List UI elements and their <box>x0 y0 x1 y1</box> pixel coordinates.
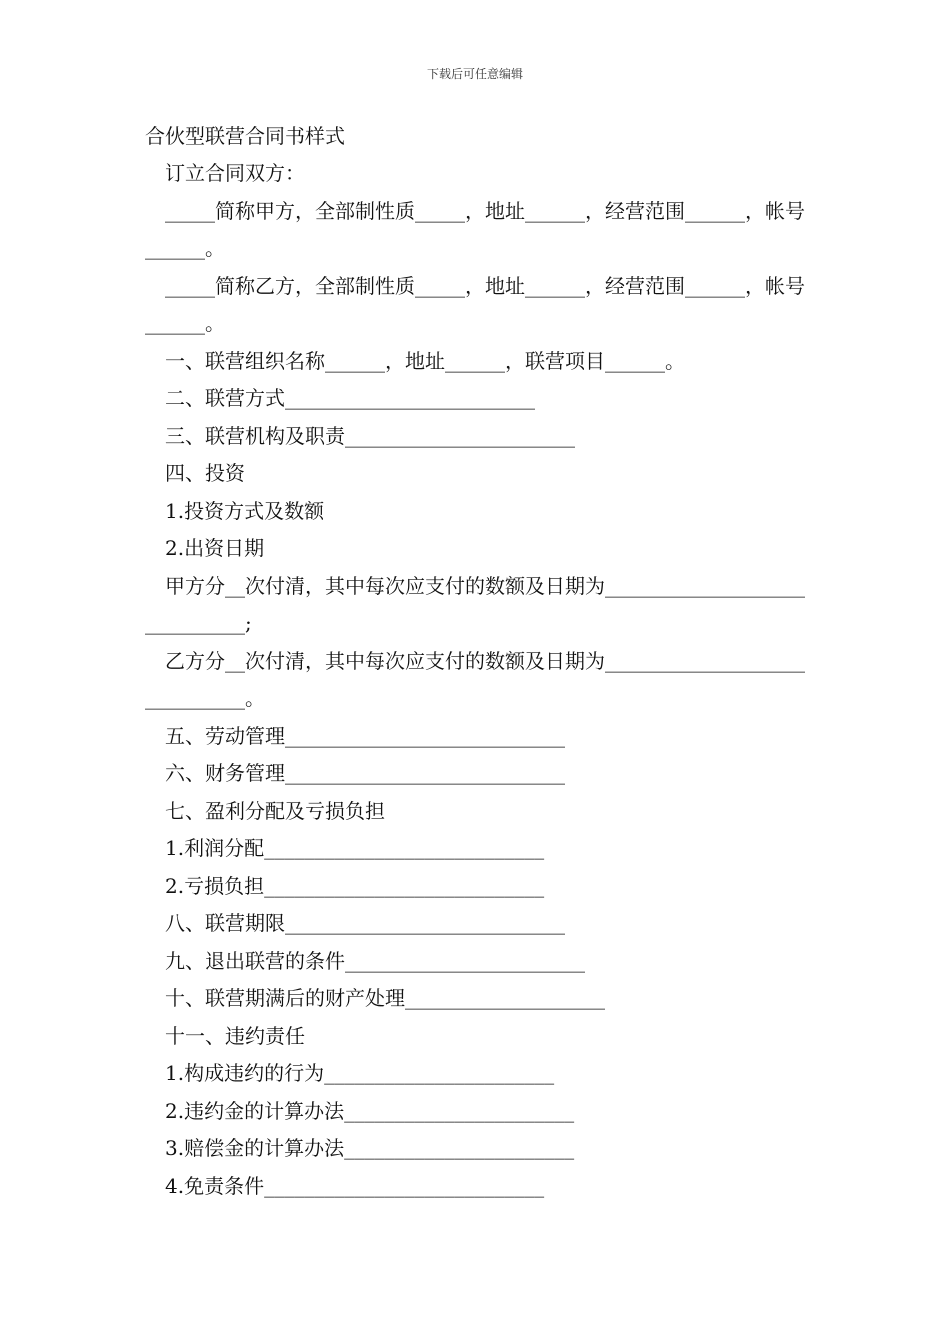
paragraph-parties-heading: 订立合同双方： <box>165 161 305 185</box>
paragraph-party-a: _____简称甲方，全部制性质_____，地址______，经营范围______，帐号______。 <box>145 198 805 260</box>
paragraph-party-a-payment: 甲方分__次付清，其中每次应支付的数额及日期为______________________________; <box>145 573 805 635</box>
paragraph-clause-4-1: 1.投资方式及数额 <box>165 498 325 523</box>
paragraph-clause-11-1: 1.构成违约的行为_______________________ <box>165 1061 555 1085</box>
paragraph-clause-10: 十、联营期满后的财产处理____________________ <box>165 986 605 1010</box>
paragraph-clause-11: 十一、违约责任 <box>165 1023 305 1048</box>
paragraph-clause-11-3: 3.赔偿金的计算办法_______________________ <box>165 1136 575 1160</box>
paragraph-clause-2: 二、联营方式_________________________ <box>165 386 535 410</box>
paragraph-clause-7: 七、盈利分配及亏损负担 <box>165 798 385 823</box>
paragraph-clause-7-2: 2.亏损负担____________________________ <box>165 873 545 898</box>
document-body <box>145 118 810 1205</box>
paragraph-clause-4-2: 2.出资日期 <box>165 536 265 560</box>
paragraph-clause-1: 一、联营组织名称______，地址______，联营项目______。 <box>165 348 685 373</box>
paragraph-clause-4: 四、投资 <box>165 461 245 485</box>
paragraph-clause-11-2: 2.违约金的计算办法_______________________ <box>165 1098 575 1123</box>
paragraph-clause-8: 八、联营期限____________________________ <box>165 911 565 935</box>
paragraph-clause-9: 九、退出联营的条件________________________ <box>165 948 585 973</box>
page-header-note: 下载后可任意编辑 <box>426 67 523 81</box>
paragraph-clause-7-1: 1.利润分配____________________________ <box>165 836 545 860</box>
paragraph-clause-5: 五、劳动管理____________________________ <box>165 723 565 748</box>
paragraph-clause-6: 六、财务管理____________________________ <box>165 761 565 785</box>
document-title: 合伙型联营合同书样式 <box>145 124 345 148</box>
paragraph-clause-3: 三、联营机构及职责_______________________ <box>165 423 575 448</box>
paragraph-clause-11-4: 4.免责条件____________________________ <box>165 1173 545 1198</box>
paragraph-party-b-payment: 乙方分__次付清，其中每次应支付的数额及日期为______________________________。 <box>145 648 805 710</box>
paragraph-party-b: _____简称乙方，全部制性质_____，地址______，经营范围______，帐号______。 <box>145 273 805 335</box>
